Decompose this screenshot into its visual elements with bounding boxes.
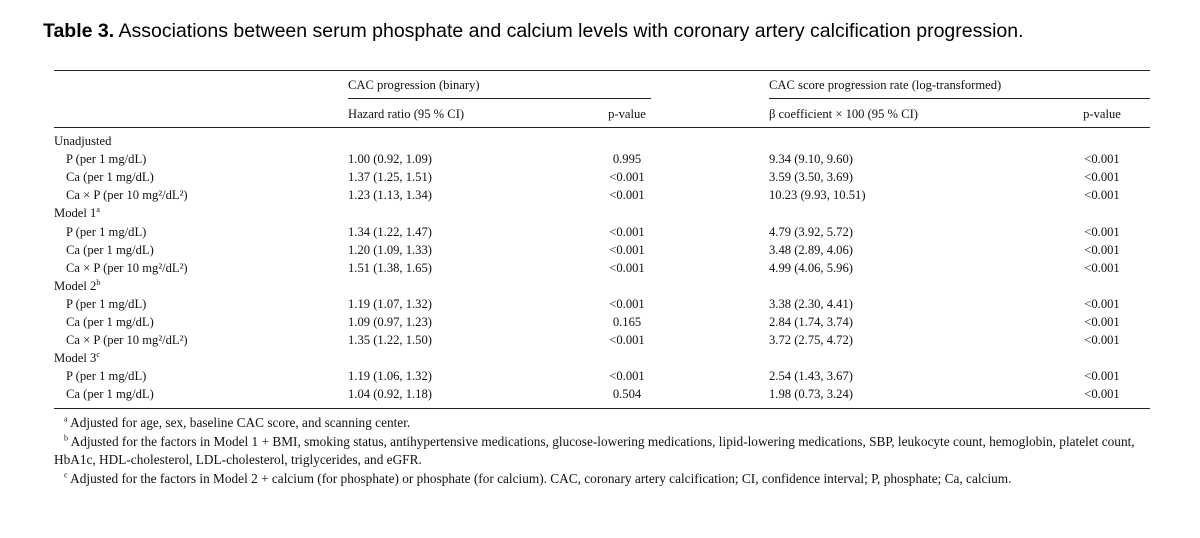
- pvalue-binary-cell: <0.001: [609, 170, 645, 185]
- hazard-ratio-cell: 1.00 (0.92, 1.09): [348, 152, 432, 167]
- header-pvalue-rate: p-value: [1083, 107, 1121, 121]
- row-label: P (per 1 mg/dL): [66, 152, 147, 167]
- beta-cell: 3.38 (2.30, 4.41): [769, 296, 853, 311]
- pvalue-rate-cell: <0.001: [1084, 152, 1120, 167]
- row-label: Ca (per 1 mg/dL): [66, 387, 154, 402]
- footnote-ref: a: [96, 205, 100, 215]
- footnote-text: Adjusted for the factors in Model 2 + calcium (for phosphate) or phosphate (for calcium). CAC, coronary artery calcification; CI, confidence interval; P, phosphate; Ca, calcium.: [67, 470, 1012, 486]
- caption-text: Associations between serum phosphate and calcium levels with coronary artery calcification progression.: [114, 20, 1024, 42]
- pvalue-binary-cell: <0.001: [609, 260, 645, 275]
- beta-cell: 10.23 (9.93, 10.51): [769, 188, 866, 203]
- footnote-mark: c: [64, 470, 68, 480]
- beta-cell: 3.72 (2.75, 4.72): [769, 333, 853, 348]
- footnote-c: [54, 470, 1150, 489]
- beta-cell: 3.59 (3.50, 3.69): [769, 170, 853, 185]
- header-pvalue-binary: p-value: [608, 107, 646, 121]
- beta-cell: 2.84 (1.74, 3.74): [769, 315, 853, 329]
- row-label: Ca (per 1 mg/dL): [66, 242, 154, 257]
- pvalue-binary-cell: <0.001: [609, 188, 645, 203]
- section-title: Model 1: [54, 206, 97, 221]
- hazard-ratio-cell: 1.19 (1.07, 1.32): [348, 296, 432, 311]
- beta-cell: 3.48 (2.89, 4.06): [769, 242, 853, 257]
- pvalue-binary-cell: <0.001: [609, 333, 645, 348]
- pvalue-rate-cell: <0.001: [1084, 260, 1120, 275]
- row-label: P (per 1 mg/dL): [66, 224, 147, 239]
- footnote-mark: a: [64, 414, 68, 424]
- footnote-text: Adjusted for age, sex, baseline CAC score, and scanning center.: [67, 415, 411, 430]
- beta-cell: 4.79 (3.92, 5.72): [769, 224, 853, 239]
- hazard-ratio-cell: 1.34 (1.22, 1.47): [348, 224, 432, 239]
- hazard-ratio-cell: 1.23 (1.13, 1.34): [348, 188, 432, 203]
- pvalue-rate-cell: <0.001: [1084, 387, 1120, 402]
- header-group-rate: CAC score progression rate (log-transformed): [769, 78, 1002, 92]
- header-rule: [54, 127, 1150, 128]
- pvalue-binary-cell: 0.504: [612, 387, 642, 402]
- section-heading: [54, 206, 100, 221]
- row-label: Ca (per 1 mg/dL): [66, 170, 154, 185]
- pvalue-rate-cell: <0.001: [1084, 315, 1120, 329]
- row-label: Ca (per 1 mg/dL): [66, 315, 154, 329]
- group-rule-rate: [769, 98, 1150, 99]
- footnote-a: [54, 414, 1150, 433]
- table-label: Table 3.: [43, 20, 115, 42]
- section-heading: [54, 351, 100, 366]
- pvalue-rate-cell: <0.001: [1084, 188, 1120, 203]
- row-label: P (per 1 mg/dL): [66, 296, 147, 311]
- hazard-ratio-cell: 1.04 (0.92, 1.18): [348, 387, 432, 402]
- row-label: P (per 1 mg/dL): [66, 369, 147, 384]
- header-beta: β coefficient × 100 (95 % CI): [769, 107, 918, 121]
- pvalue-binary-cell: 0.995: [612, 152, 642, 167]
- pvalue-binary-cell: <0.001: [609, 369, 645, 384]
- pvalue-rate-cell: <0.001: [1084, 369, 1120, 384]
- hazard-ratio-cell: 1.37 (1.25, 1.51): [348, 170, 432, 185]
- section-heading: Unadjusted: [54, 134, 112, 148]
- row-label: Ca × P (per 10 mg²/dL²): [66, 188, 188, 203]
- pvalue-rate-cell: <0.001: [1084, 224, 1120, 239]
- pvalue-rate-cell: <0.001: [1084, 333, 1120, 348]
- top-rule: [54, 70, 1150, 71]
- table-footnotes: [54, 414, 1150, 488]
- pvalue-binary-cell: <0.001: [609, 242, 645, 257]
- beta-cell: 4.99 (4.06, 5.96): [769, 260, 853, 275]
- section-heading: [54, 279, 100, 294]
- beta-cell: 2.54 (1.43, 3.67): [769, 369, 853, 384]
- table-caption: [43, 20, 1024, 43]
- row-label: Ca × P (per 10 mg²/dL²): [66, 260, 188, 275]
- hazard-ratio-cell: 1.19 (1.06, 1.32): [348, 369, 432, 384]
- pvalue-rate-cell: <0.001: [1084, 242, 1120, 257]
- header-group-binary: CAC progression (binary): [348, 78, 480, 92]
- pvalue-binary-cell: <0.001: [609, 224, 645, 239]
- footnote-ref: b: [96, 277, 101, 287]
- hazard-ratio-cell: 1.20 (1.09, 1.33): [348, 242, 432, 257]
- pvalue-binary-cell: 0.165: [612, 315, 642, 329]
- beta-cell: 1.98 (0.73, 3.24): [769, 387, 853, 402]
- group-rule-binary: [348, 98, 651, 99]
- row-label: Ca × P (per 10 mg²/dL²): [66, 333, 188, 348]
- bottom-rule: [54, 408, 1150, 409]
- pvalue-rate-cell: <0.001: [1084, 296, 1120, 311]
- pvalue-rate-cell: <0.001: [1084, 170, 1120, 185]
- footnote-mark: b: [64, 433, 68, 443]
- section-title: Model 2: [54, 278, 97, 293]
- footnote-ref: c: [96, 350, 100, 359]
- pvalue-binary-cell: <0.001: [609, 296, 645, 311]
- section-title: Model 3: [54, 351, 97, 366]
- hazard-ratio-cell: 1.09 (0.97, 1.23): [348, 315, 432, 329]
- hazard-ratio-cell: 1.51 (1.38, 1.65): [348, 260, 432, 275]
- footnote-text: Adjusted for the factors in Model 1 + BMI, smoking status, antihypertensive medications, glucose-lowering medications, lipid-lowering medications, SBP, leukocyte count, hemoglobin, platelet count, HbA1c, HDL-cholesterol, LDL-cholesterol, triglycerides, and eGFR.: [54, 433, 1135, 467]
- footnote-b: [54, 433, 1150, 470]
- hazard-ratio-cell: 1.35 (1.22, 1.50): [348, 333, 432, 348]
- header-hazard-ratio: Hazard ratio (95 % CI): [348, 107, 465, 121]
- beta-cell: 9.34 (9.10, 9.60): [769, 152, 853, 167]
